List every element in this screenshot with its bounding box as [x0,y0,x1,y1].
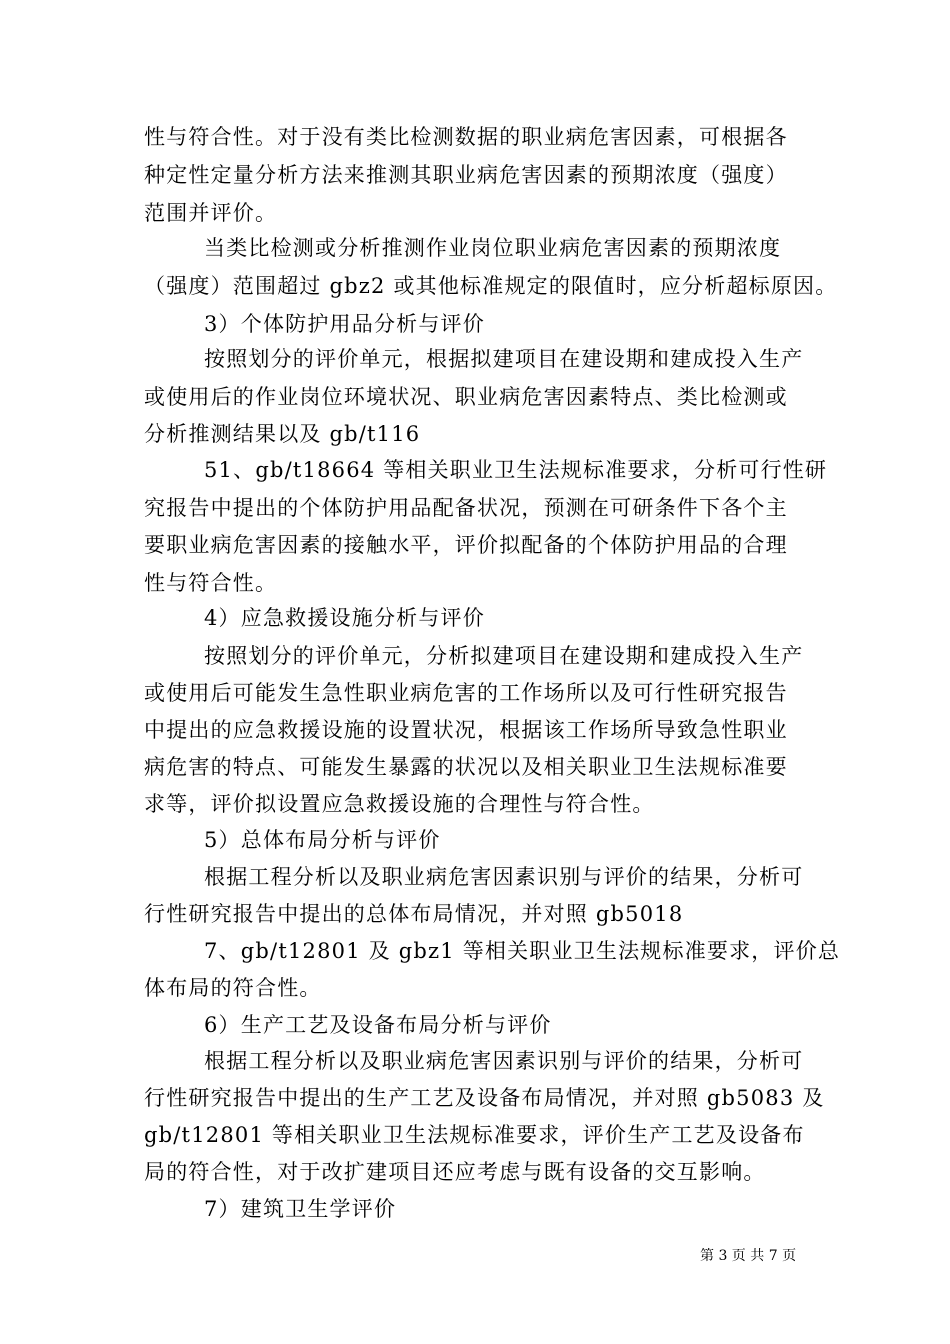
paragraph-line: 究报告中提出的个体防护用品配备状况，预测在可研条件下各个主 [144,496,788,520]
paragraph-line: 求等，评价拟设置应急救援设施的合理性与符合性。 [144,792,655,816]
paragraph-line: 行性研究报告中提出的总体布局情况，并对照 gb5018 [144,902,684,926]
paragraph-line: 按照划分的评价单元，分析拟建项目在建设期和建成投入生产 [204,644,804,668]
section-heading: 5）总体布局分析与评价 [204,828,441,852]
paragraph-line: 根据工程分析以及职业病危害因素识别与评价的结果，分析可 [204,865,804,889]
paragraph-line: 范围并评价。 [144,201,278,225]
paragraph-line: （强度）范围超过 gbz2 或其他标准规定的限值时，应分析超标原因。 [144,274,838,298]
section-heading: 6）生产工艺及设备布局分析与评价 [204,1013,552,1037]
paragraph-line: 分析推测结果以及 gb/t116 [144,422,421,446]
section-heading: 7）建筑卫生学评价 [204,1197,397,1221]
paragraph-line: 性与符合性。对于没有类比检测数据的职业病危害因素，可根据各 [144,125,788,149]
paragraph-line: 中提出的应急救援设施的设置状况，根据该工作场所导致急性职业 [144,718,788,742]
paragraph-line: 或使用后的作业岗位环境状况、职业病危害因素特点、类比检测或 [144,385,788,409]
page-number: 第 3 页 共 7 页 [700,1248,797,1264]
paragraph-line: 根据工程分析以及职业病危害因素识别与评价的结果，分析可 [204,1049,804,1073]
section-heading: 4）应急救援设施分析与评价 [204,606,485,630]
paragraph-line: 51、gb/t18664 等相关职业卫生法规标准要求，分析可行性研 [204,458,828,482]
paragraph-line: 按照划分的评价单元，根据拟建项目在建设期和建成投入生产 [204,347,804,371]
paragraph-line: 体布局的符合性。 [144,976,322,1000]
paragraph-line: 或使用后可能发生急性职业病危害的工作场所以及可行性研究报告 [144,681,788,705]
paragraph-line: gb/t12801 等相关职业卫生法规标准要求，评价生产工艺及设备布 [144,1123,805,1147]
paragraph-line: 种定性定量分析方法来推测其职业病危害因素的预期浓度（强度） [144,163,788,187]
paragraph-line: 性与符合性。 [144,571,278,595]
paragraph-line: 局的符合性，对于改扩建项目还应考虑与既有设备的交互影响。 [144,1160,766,1184]
paragraph-line: 当类比检测或分析推测作业岗位职业病危害因素的预期浓度 [204,236,782,260]
paragraph-line: 病危害的特点、可能发生暴露的状况以及相关职业卫生法规标准要 [144,755,788,779]
paragraph-line: 7、gb/t12801 及 gbz1 等相关职业卫生法规标准要求，评价总 [204,939,841,963]
section-heading: 3）个体防护用品分析与评价 [204,312,485,336]
paragraph-line: 行性研究报告中提出的生产工艺及设备布局情况，并对照 gb5083 及 [144,1086,825,1110]
paragraph-line: 要职业病危害因素的接触水平，评价拟配备的个体防护用品的合理 [144,533,788,557]
